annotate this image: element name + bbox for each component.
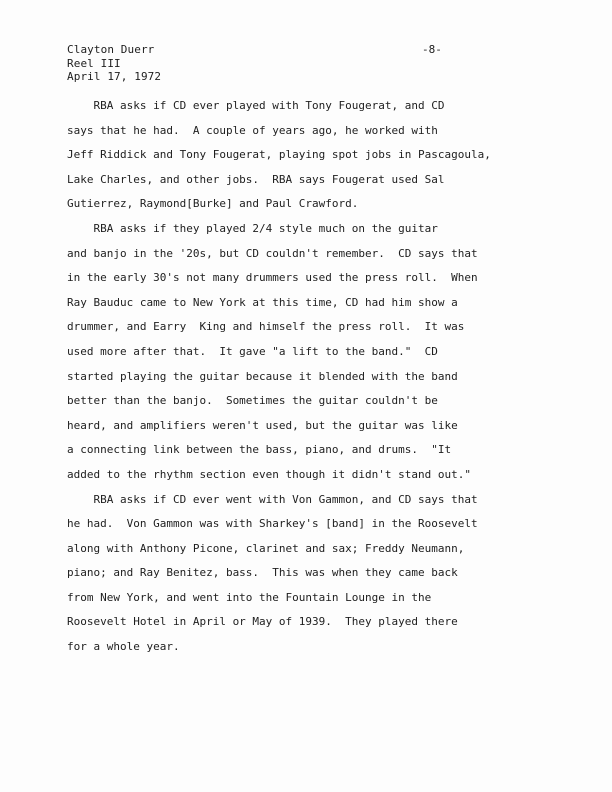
text-line: started playing the guitar because it blended with the band xyxy=(67,369,458,383)
page-number: -8- xyxy=(422,43,442,56)
text-line: Roosevelt Hotel in April or May of 1939. They played there xyxy=(67,615,458,629)
text-line: a connecting link between the bass, piano, and drums. "It xyxy=(67,443,452,457)
paragraph-1 xyxy=(67,94,567,217)
text-line: drummer, and Earry King and himself the press roll. It was xyxy=(67,320,465,334)
document-header xyxy=(67,43,161,84)
text-line: piano; and Ray Benitez, bass. This was when they came back xyxy=(67,566,458,580)
paragraph-2 xyxy=(67,217,567,488)
text-line: Lake Charles, and other jobs. RBA says Fougerat used Sal xyxy=(67,172,445,186)
text-line: for a whole year. xyxy=(67,640,180,654)
text-line: used more after that. It gave "a lift to the band." CD xyxy=(67,344,438,358)
text-line: RBA asks if they played 2/4 style much on the guitar xyxy=(67,221,438,235)
text-line: Jeff Riddick and Tony Fougerat, playing spot jobs in Pascagoula, xyxy=(67,148,491,162)
text-line: Ray Bauduc came to New York at this time, CD had him show a xyxy=(67,295,458,309)
text-line: RBA asks if CD ever went with Von Gammon, and CD says that xyxy=(67,492,478,506)
text-line: Gutierrez, Raymond[Burke] and Paul Crawford. xyxy=(67,197,359,211)
transcript-body xyxy=(67,94,567,660)
interviewee-name: Clayton Duerr xyxy=(67,43,155,56)
text-line: says that he had. A couple of years ago, he worked with xyxy=(67,123,438,137)
text-line: and banjo in the '20s, but CD couldn't remember. CD says that xyxy=(67,246,478,260)
paragraph-3 xyxy=(67,488,567,660)
text-line: from New York, and went into the Fountain Lounge in the xyxy=(67,590,432,604)
text-line: added to the rhythm section even though it didn't stand out." xyxy=(67,467,471,481)
text-line: along with Anthony Picone, clarinet and sax; Freddy Neumann, xyxy=(67,541,465,555)
reel-label: Reel III xyxy=(67,56,121,70)
text-line: better than the banjo. Sometimes the guitar couldn't be xyxy=(67,394,438,408)
text-line: he had. Von Gammon was with Sharkey's [band] in the Roosevelt xyxy=(67,517,478,531)
interview-date: April 17, 1972 xyxy=(67,70,162,83)
text-line: RBA asks if CD ever played with Tony Fougerat, and CD xyxy=(67,99,445,112)
text-line: in the early 30's not many drummers used the press roll. When xyxy=(67,271,478,285)
text-line: heard, and amplifiers weren't used, but the guitar was like xyxy=(67,418,458,432)
